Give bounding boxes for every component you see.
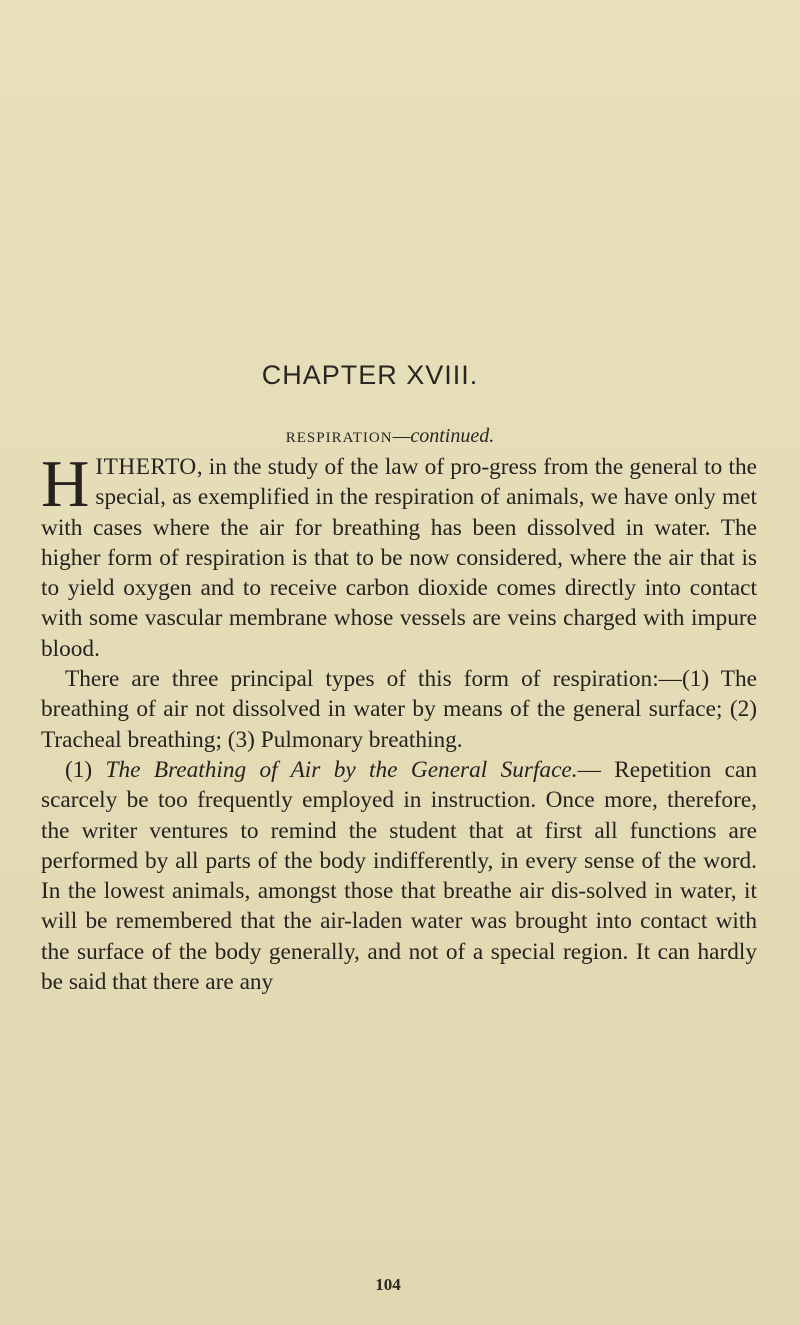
chapter-title: CHAPTER XVIII. — [261, 360, 479, 390]
page-number: 104 — [375, 1275, 401, 1294]
body-text — [41, 447, 757, 997]
paragraph-3-text: — Repetition can scarcely be too frequently employed in instruction. Once more, therefore, the writer ventures to remind the student that at first all functions are performed by all parts of the body indifferently, in every sense of the word. In the lowest animals, amongst those that breathe air dis-solved in water, it will be remembered that the air-laden water was brought into contact with the surface of the body generally, and not of a special region. It can hardly be said that there are any — [41, 756, 757, 996]
drop-cap: H — [41, 447, 90, 521]
paragraph-1 — [41, 447, 757, 664]
section-number: (1) — [65, 756, 106, 783]
paragraph-2 — [41, 664, 757, 755]
subtitle-main: RESPIRATION — [285, 430, 393, 446]
section-heading: The Breathing of Air by the General Surface. — [105, 756, 578, 783]
paragraph-3 — [41, 755, 757, 997]
subtitle-continued: —continued. — [392, 425, 495, 447]
paragraph-1-text: , in the study of the law of pro-gress from the general to the special, as exemplified in the respiration of animals, we have only met with cases where the air for breathing has been dissolved in water. The higher form of respiration is that to be now considered, where the air that is to yield oxygen and to receive carbon dioxide comes directly into contact with some vascular membrane whose vessels are veins charged with impure blood. — [41, 454, 757, 662]
first-word: ITHERTO — [95, 454, 197, 480]
chapter-subtitle — [0, 425, 780, 448]
paragraph-2-text: There are three principal types of this form of respiration:—(1) The breathing of air not dissolved in water by means of the general surface; (2) Tracheal breathing; (3) Pulmonary breathing. — [41, 666, 757, 753]
